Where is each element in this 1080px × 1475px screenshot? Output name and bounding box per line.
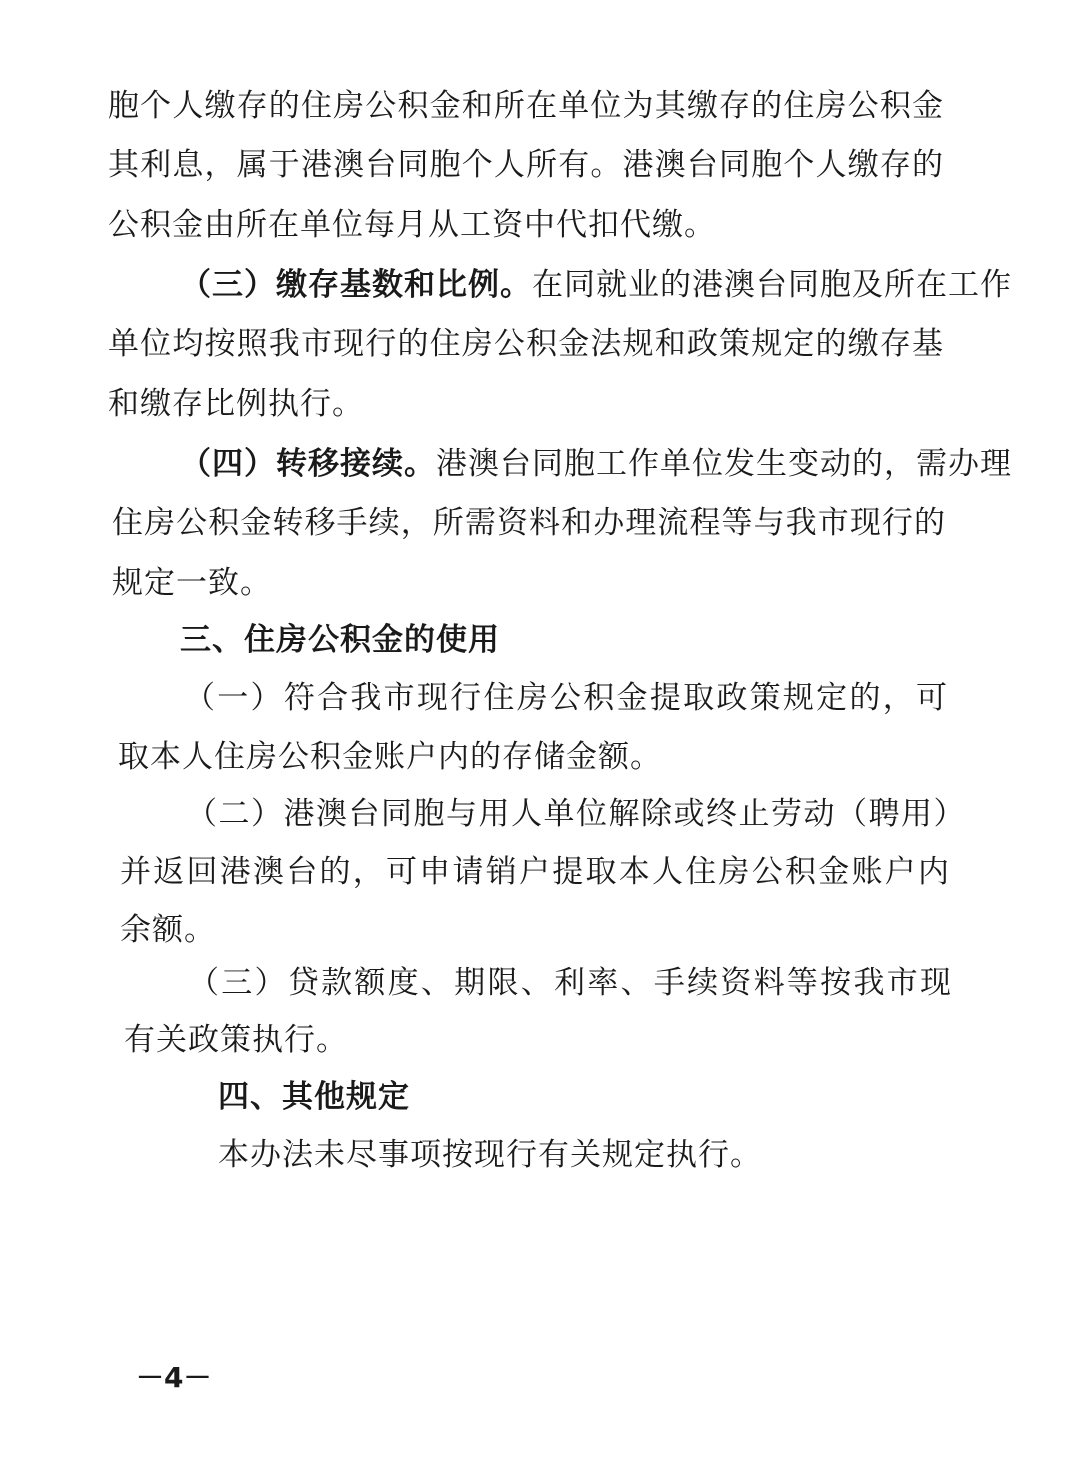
paragraph-line — [180, 265, 1012, 305]
section-heading: 三、住房公积金的使用 — [180, 622, 500, 658]
item-text: 在同就业的港澳台同胞及所在工作 — [532, 267, 1012, 303]
paragraph-line: 余额。 — [120, 912, 216, 948]
paragraph-line: 本办法未尽事项按现行有关规定执行。 — [218, 1137, 762, 1173]
paragraph-line: 公积金由所在单位每月从工资中代扣代缴。 — [108, 207, 716, 243]
paragraph-line: 并返回港澳台的，可申请销户提取本人住房公积金账户内 — [120, 854, 950, 890]
item-label: （三）缴存基数和比例。 — [180, 267, 532, 303]
paragraph-line: （三）贷款额度、期限、利率、手续资料等按我市现 — [188, 965, 952, 1001]
paragraph-line — [180, 444, 1012, 484]
paragraph-line: 规定一致。 — [112, 565, 272, 601]
paragraph-line: 其利息，属于港澳台同胞个人所有。港澳台同胞个人缴存的 — [108, 147, 944, 183]
paragraph-line: 住房公积金转移手续，所需资料和办理流程等与我市现行的 — [112, 505, 946, 541]
item-text: 港澳台同胞工作单位发生变动的，需办理 — [436, 446, 1012, 482]
section-heading: 四、其他规定 — [218, 1079, 410, 1115]
paragraph-line: 胞个人缴存的住房公积金和所在单位为其缴存的住房公积金 — [108, 88, 944, 124]
paragraph-line: （一）符合我市现行住房公积金提取政策规定的，可 — [184, 680, 948, 716]
paragraph-line: （二）港澳台同胞与用人单位解除或终止劳动（聘用） — [186, 796, 950, 832]
paragraph-line: 和缴存比例执行。 — [108, 386, 364, 422]
item-label: （四）转移接续。 — [180, 446, 436, 482]
paragraph-line: 单位均按照我市现行的住房公积金法规和政策规定的缴存基 — [108, 326, 944, 362]
paragraph-line: 有关政策执行。 — [124, 1022, 348, 1058]
paragraph-line: 取本人住房公积金账户内的存储金额。 — [118, 739, 662, 775]
page-number: －4－ — [136, 1361, 212, 1394]
